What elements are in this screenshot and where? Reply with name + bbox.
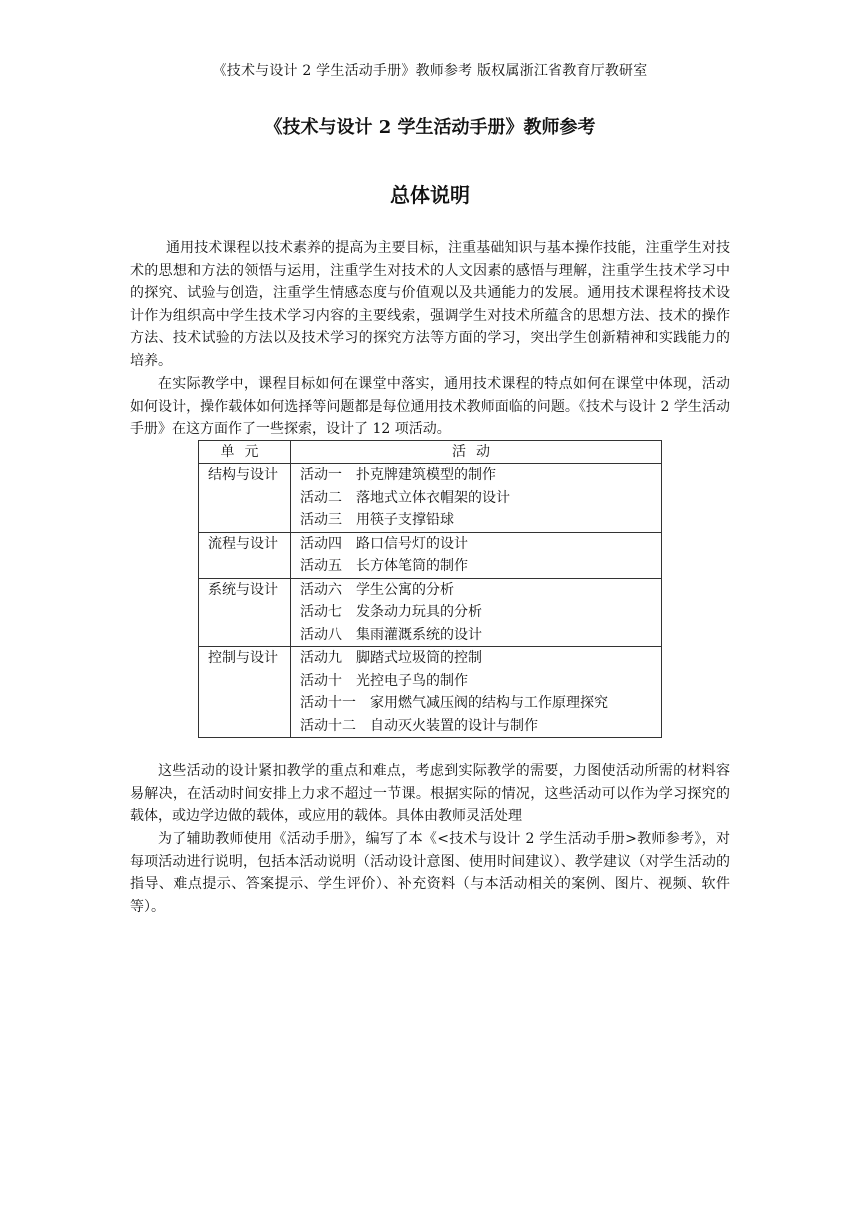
activity-number: 活动十二 (300, 717, 356, 734)
activity-title: 集雨灌溉系统的设计 (356, 626, 482, 643)
activity-table (198, 440, 662, 738)
activity-number: 活动七 (300, 604, 342, 620)
activity-number: 活动四 (300, 535, 342, 552)
activity-item (300, 670, 661, 693)
activity-column-header: 活动 (291, 441, 662, 464)
activity-number: 活动八 (300, 626, 342, 643)
section-title: 总体说明 (390, 183, 470, 207)
activity-title: 发条动力玩具的分析 (356, 604, 482, 620)
activity-number: 活动五 (300, 558, 342, 574)
unit-name: 系统与设计 (199, 578, 291, 647)
activity-item (300, 601, 661, 624)
activity-title: 家用燃气减压阀的结构与工作原理探究 (370, 695, 608, 711)
running-header: 《技术与设计 2 学生活动手册》教师参考 版权属浙江省教育厅教研室 (212, 63, 648, 79)
activity-item (300, 464, 661, 487)
purpose-paragraph: 为了辅助教师使用《活动手册》，编写了本《<技术与设计 2 学生活动手册>教师参考》，对每项活动进行说明，包括本活动说明（活动设计意图、使用时间建议）、教学建议（对学生活动的指导、难点提示、答案提示、学生评价）、补充资料（与本活动相关的案例、图片、视频、软件等）。 (130, 831, 730, 915)
activity-item (300, 624, 661, 647)
activity-list (291, 578, 662, 647)
activity-number: 活动一 (300, 467, 342, 483)
unit-name: 流程与设计 (199, 532, 291, 578)
activity-title: 光控电子鸟的制作 (356, 672, 468, 689)
activity-title: 脚踏式垃圾筒的控制 (356, 650, 482, 666)
activity-number: 活动九 (300, 650, 342, 666)
table-header-row (199, 441, 662, 464)
activity-title: 落地式立体衣帽架的设计 (356, 489, 510, 506)
table-row (199, 464, 662, 533)
document-title: 《技术与设计 2 学生活动手册》教师参考 (264, 117, 596, 138)
activity-title: 自动灭火装置的设计与制作 (370, 717, 538, 734)
unit-name: 结构与设计 (199, 464, 291, 533)
activity-list (291, 647, 662, 738)
activity-title: 长方体笔筒的制作 (356, 558, 468, 574)
context-paragraph: 在实际教学中，课程目标如何在课堂中落实，通用技术课程的特点如何在课堂中体现，活动如何设计，操作载体如何选择等问题都是每位通用技术教师面临的问题。《技术与设计 2 学生活动手册》在这方面作了一些探索，设计了 12 项活动。 (130, 376, 730, 437)
activity-item (300, 715, 661, 738)
activity-title: 扑克牌建筑模型的制作 (356, 467, 496, 483)
activity-list (291, 464, 662, 533)
activity-item (300, 647, 661, 670)
activity-item (300, 579, 661, 602)
table-row (199, 578, 662, 647)
activity-title: 学生公寓的分析 (356, 581, 454, 598)
activity-list (291, 532, 662, 578)
intro-paragraph: 通用技术课程以技术素养的提高为主要目标，注重基础知识与基本操作技能，注重学生对技术的思想和方法的领悟与运用，注重学生对技术的人文因素的感悟与理解，注重学生技术学习中的探究、试验与创造，注重学生情感态度与价值观以及共通能力的发展。通用技术课程将技术设计作为组织高中学生技术学习内容的主要线索，强调学生对技术所蕴含的思想方法、技术的操作方法、技术试验的方法以及技术学习的探究方法等方面的学习，突出学生创新精神和实践能力的培养。 (130, 240, 730, 369)
unit-name: 控制与设计 (199, 647, 291, 738)
unit-column-header: 单元 (199, 441, 291, 464)
activity-number: 活动十 (300, 672, 342, 689)
activity-item (300, 555, 661, 578)
activity-number: 活动三 (300, 512, 342, 528)
activity-number: 活动六 (300, 581, 342, 598)
table-row (199, 647, 662, 738)
activity-number: 活动二 (300, 489, 342, 506)
activity-title: 路口信号灯的设计 (356, 535, 468, 552)
activity-item (300, 692, 661, 715)
activity-title: 用筷子支撑铅球 (356, 512, 454, 528)
activity-item (300, 509, 661, 532)
activity-item (300, 533, 661, 556)
table-row (199, 532, 662, 578)
activity-number: 活动十一 (300, 695, 356, 711)
activity-item (300, 487, 661, 510)
design-notes-paragraph: 这些活动的设计紧扣教学的重点和难点，考虑到实际教学的需要，力图使活动所需的材料容易解决，在活动时间安排上力求不超过一节课。根据实际的情况，这些活动可以作为学习探究的载体，或边学边做的载体，或应用的载体。具体由教师灵活处理 (130, 763, 730, 824)
